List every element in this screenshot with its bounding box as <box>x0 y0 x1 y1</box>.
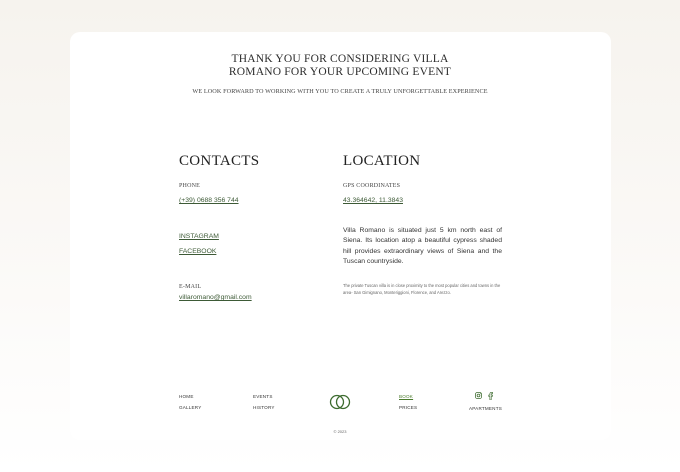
email-link[interactable]: villaromano@gmail.com <box>179 294 252 301</box>
instagram-icon[interactable] <box>475 392 482 399</box>
facebook-icon[interactable] <box>488 392 493 400</box>
location-heading: LOCATION <box>343 153 421 169</box>
footer-nav-prices[interactable]: PRICES <box>399 405 418 410</box>
footer-nav-events[interactable]: EVENTS <box>253 394 273 399</box>
logo-rings-icon[interactable] <box>329 394 351 410</box>
footer-nav-history[interactable]: HISTORY <box>253 405 275 410</box>
footer-nav-home[interactable]: HOME <box>179 394 194 399</box>
footer-nav-apartments[interactable]: APARTMENTS <box>469 406 502 411</box>
page-title-line-2: ROMANO FOR YOUR UPCOMING EVENT <box>228 66 452 78</box>
footer-nav-book[interactable]: BOOK <box>399 394 414 399</box>
gps-link[interactable]: 43.364642, 11.3843 <box>343 197 403 204</box>
footer-nav-gallery[interactable]: GALLERY <box>179 405 202 410</box>
phone-label: PHONE <box>179 183 201 189</box>
email-label: E-MAIL <box>179 284 202 290</box>
page-title <box>0 53 680 79</box>
gps-label: GPS COORDINATES <box>343 183 401 189</box>
instagram-link[interactable]: INSTAGRAM <box>179 233 219 240</box>
location-description: Villa Romano is situated just 5 km north east of Siena. Its location atop a beautiful cypress shaded hill provides extraordinary views of Siena and the Tuscan countryside. <box>343 227 502 266</box>
page-subtitle: WE LOOK FORWARD TO WORKING WITH YOU TO CREATE A TRULY UNFORGETTABLE EXPERIENCE <box>192 88 488 95</box>
contacts-heading: CONTACTS <box>179 153 260 169</box>
location-note: The private Tuscan villa is in close proximity to the most popular cities and towns in the area- San Gimignano, Monteriggioni, Florence, and Arezzo. <box>343 283 501 295</box>
facebook-link[interactable]: FACEBOOK <box>179 248 217 255</box>
copyright: © 2023 <box>333 429 347 434</box>
page-title-line-1: THANK YOU FOR CONSIDERING VILLA <box>231 53 449 65</box>
phone-link[interactable]: (+39) 0688 356 744 <box>179 197 239 204</box>
